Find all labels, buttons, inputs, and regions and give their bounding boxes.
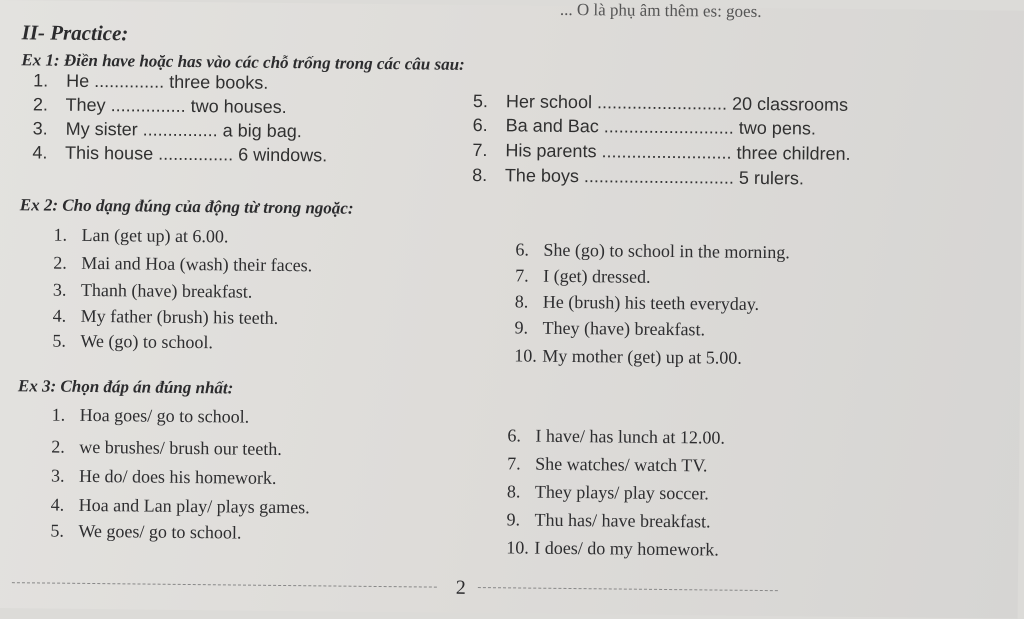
item-number: 1. bbox=[51, 404, 66, 425]
item-text: I does/ do my homework. bbox=[534, 537, 719, 560]
item-subject: My sister bbox=[65, 118, 138, 140]
item-text: They plays/ play soccer. bbox=[534, 481, 709, 504]
item-number: 3. bbox=[50, 465, 65, 486]
ex1-item-6 bbox=[473, 115, 816, 140]
ex2-item-3 bbox=[53, 280, 253, 303]
ex3-item-1 bbox=[52, 405, 250, 428]
page-number: 2 bbox=[455, 576, 466, 599]
item-number: 5. bbox=[472, 90, 489, 112]
item-blank: .......................... bbox=[603, 116, 734, 138]
item-text: we brushes/ brush our teeth. bbox=[79, 436, 282, 459]
ex3-item-4 bbox=[51, 495, 310, 519]
item-number: 8. bbox=[472, 164, 488, 186]
ex1-item-3 bbox=[33, 118, 302, 142]
item-number: 6. bbox=[515, 239, 530, 260]
item-text: She (go) to school in the morning. bbox=[543, 239, 790, 263]
item-subject: His parents bbox=[505, 140, 597, 162]
ex1-item-1 bbox=[33, 70, 268, 93]
item-text: They (have) breakfast. bbox=[542, 317, 706, 340]
item-number: 2. bbox=[32, 94, 49, 115]
item-blank: ............... bbox=[158, 143, 234, 165]
footer-rule-left bbox=[12, 582, 437, 587]
item-number: 4. bbox=[52, 305, 67, 326]
top-note: ... O là phụ âm thêm es: goes. bbox=[559, 0, 762, 21]
item-blank: .......................... bbox=[596, 92, 728, 114]
ex2-heading: Ex 2: Cho dạng đúng của động từ trong ngoặc: bbox=[19, 195, 354, 218]
ex3-item-5 bbox=[50, 521, 241, 544]
ex2-item-1 bbox=[53, 225, 228, 248]
item-rest: 6 windows. bbox=[238, 144, 328, 166]
ex2-item-5 bbox=[52, 331, 213, 354]
ex3-item-3 bbox=[51, 466, 277, 489]
ex2-item-2 bbox=[53, 253, 312, 277]
item-number: 7. bbox=[507, 453, 521, 474]
ex3-item-9 bbox=[506, 509, 710, 532]
ex3-item-7 bbox=[507, 453, 708, 476]
item-blank: .......................... bbox=[601, 141, 732, 163]
item-subject: The boys bbox=[504, 165, 580, 187]
ex3-item-10 bbox=[506, 537, 719, 560]
item-rest: two pens. bbox=[738, 117, 817, 139]
footer-rule-right bbox=[478, 587, 778, 591]
ex2-item-7 bbox=[515, 265, 651, 287]
ex2-item-9 bbox=[514, 317, 705, 340]
item-text: Hoa and Lan play/ plays games. bbox=[78, 494, 310, 518]
ex3-item-8 bbox=[507, 481, 709, 504]
item-subject: They bbox=[65, 94, 106, 116]
item-number: 7. bbox=[472, 139, 488, 161]
item-number: 3. bbox=[32, 118, 48, 139]
item-text: Thu has/ have breakfast. bbox=[534, 509, 711, 532]
ex2-item-6 bbox=[515, 239, 790, 263]
item-text: Hoa goes/ go to school. bbox=[79, 404, 250, 427]
item-text: She watches/ watch TV. bbox=[535, 453, 708, 476]
item-text: He (brush) his teeth everyday. bbox=[542, 291, 760, 314]
ex3-item-6 bbox=[507, 425, 725, 448]
item-number: 5. bbox=[52, 330, 67, 351]
ex3-item-2 bbox=[51, 437, 282, 460]
item-rest: 20 classrooms bbox=[731, 93, 849, 115]
item-text: We goes/ go to school. bbox=[78, 520, 242, 543]
item-text: Mai and Hoa (wash) their faces. bbox=[81, 252, 313, 276]
item-number: 1. bbox=[53, 224, 68, 245]
item-number: 6. bbox=[472, 114, 488, 136]
item-number: 3. bbox=[52, 279, 67, 300]
item-number: 8. bbox=[514, 291, 529, 312]
item-rest: two houses. bbox=[190, 96, 287, 118]
item-number: 10. bbox=[506, 537, 529, 558]
item-text: We (go) to school. bbox=[80, 330, 214, 353]
ex1-item-4 bbox=[32, 142, 327, 166]
ex1-item-7 bbox=[472, 140, 850, 165]
item-text: I (get) dressed. bbox=[543, 265, 651, 287]
item-text: My mother (get) up at 5.00. bbox=[542, 345, 742, 368]
item-number: 8. bbox=[506, 481, 521, 502]
ex1-item-8 bbox=[472, 165, 804, 189]
ex1-item-2 bbox=[33, 94, 287, 118]
item-text: Lan (get up) at 6.00. bbox=[81, 224, 229, 247]
item-subject: This house bbox=[64, 142, 154, 164]
item-blank: ............... bbox=[110, 95, 186, 116]
item-number: 1. bbox=[33, 70, 49, 91]
item-number: 2. bbox=[51, 436, 65, 457]
item-text: He do/ does his homework. bbox=[78, 465, 277, 488]
item-number: 10. bbox=[514, 345, 537, 366]
item-number: 9. bbox=[506, 509, 521, 530]
item-number: 2. bbox=[53, 252, 67, 273]
item-subject: He bbox=[66, 70, 90, 91]
item-blank: .............................. bbox=[583, 166, 735, 188]
item-number: 4. bbox=[32, 142, 48, 163]
item-subject: Ba and Bac bbox=[505, 115, 599, 137]
ex1-heading: Ex 1: Điền have hoặc has vào các chỗ trống trong các câu sau: bbox=[21, 50, 465, 74]
ex1-item-5 bbox=[473, 91, 848, 116]
ex2-item-10 bbox=[514, 345, 742, 368]
item-subject: Her school bbox=[505, 91, 593, 113]
item-blank: ............... bbox=[142, 119, 218, 141]
section-title: II- Practice: bbox=[21, 20, 129, 46]
item-rest: three books. bbox=[169, 71, 269, 93]
item-text: Thanh (have) breakfast. bbox=[80, 279, 253, 302]
ex2-item-8 bbox=[515, 291, 759, 315]
item-blank: .............. bbox=[94, 70, 165, 92]
item-number: 6. bbox=[507, 425, 522, 446]
item-rest: three children. bbox=[736, 142, 851, 164]
ex2-item-4 bbox=[53, 306, 279, 329]
item-rest: a big bag. bbox=[222, 120, 302, 142]
item-text: I have/ has lunch at 12.00. bbox=[535, 425, 726, 448]
item-number: 7. bbox=[515, 265, 529, 286]
item-number: 4. bbox=[50, 494, 65, 515]
item-number: 5. bbox=[50, 520, 65, 541]
item-number: 9. bbox=[514, 317, 529, 338]
item-text: My father (brush) his teeth. bbox=[80, 305, 279, 328]
item-rest: 5 rulers. bbox=[738, 167, 805, 189]
ex3-heading: Ex 3: Chọn đáp án đúng nhất: bbox=[17, 376, 234, 398]
